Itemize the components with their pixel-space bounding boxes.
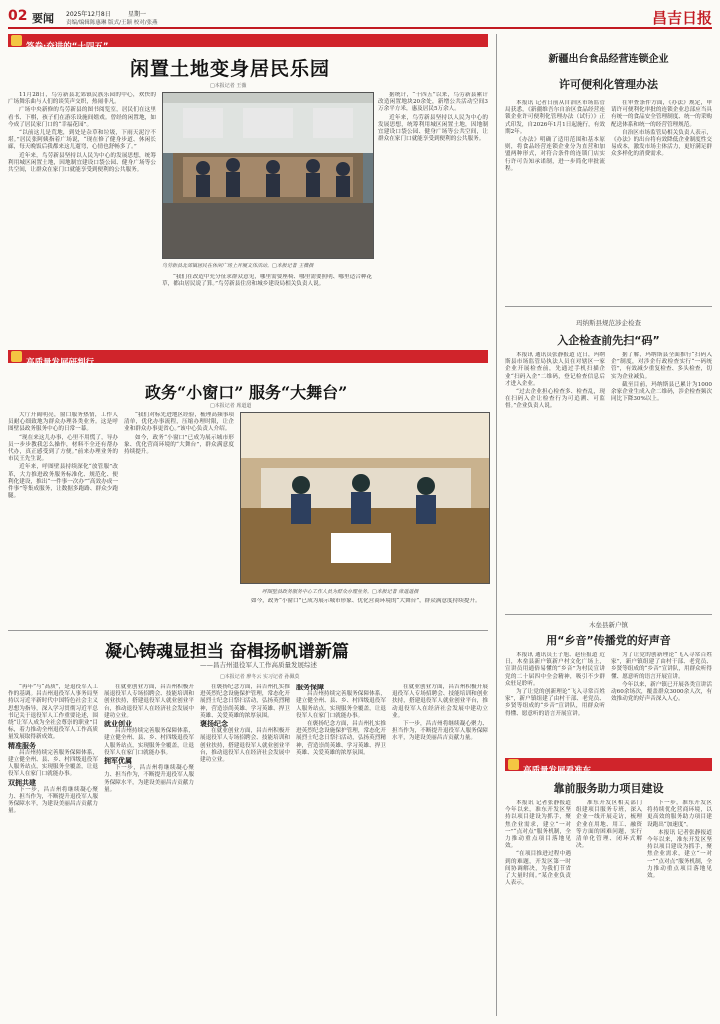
brief2-body-right: 据了解，玛纳斯县全面推行“扫码入企”制度，对涉企行政检查实行“一码统管”，有效减少重复检查、多头检查，切实为企业减负。 截至目前，玛纳斯县已累计为1000余家企业生成入企二维码，涉企检查频次同比下降30%以上。 xyxy=(611,352,712,403)
brief3-headline: 用“乡音”传播党的好声音 xyxy=(546,634,671,647)
article1-photo xyxy=(162,92,374,259)
brief3-body-right: 为了让党的创新理论“飞入寻常百姓家”，新户镇组建了由村干部、老党员、乡贤等组成的“乡音”宣讲队，用群众听得懂、愿意听的语言开展宣讲。 今年以来，新户镇已开展各类宣讲活动60余场次，覆盖群众3000余人次，有效推动党的好声音深入人心。 xyxy=(611,652,712,703)
brief3-body-left: 本报讯 通讯员王子旭、赵佳报道 近日，木垒县新户镇新户村文化广场上，宣讲员用通俗易懂的“乡音”为村民宣讲党的二十届四中全会精神，吸引不少群众驻足聆听。 为了让党的创新理论“飞入寻常百姓家”，新户镇组建了由村干部、老党员、乡贤等组成的“乡音”宣讲队，用群众听得懂、愿意听的语言开展宣讲。 xyxy=(505,652,605,717)
article3-body-col5: 在就业创业方面，昌吉州积极开展退役军人专场招聘会、技能培训和创业扶持，搭建退役军人就业创业平台，推动退役军人在经济社会发展中建功立业。 下一步，昌吉州将继续凝心聚力、担当作为，不断提升退役军人服务保障水平，为建设美丽昌吉贡献力量。 xyxy=(392,684,488,742)
masthead xyxy=(8,6,712,28)
article3-subhead: 双拥共建 xyxy=(8,778,36,787)
article1-headline: 闲置土地变身居民乐园 xyxy=(130,58,331,80)
article1-body-col3: 据统计，“十四五”以来，鸟劳新县累计改造闲置地块20余处，新增公共活动空间3万余平方米，惠及居民5万余人。 近年来，鸟劳新县坚持以人民为中心的发展思想，统筹利用城区闲置土地，因地制宜建设口袋公园、健身广场等公共空间，让群众在家门口就能享受到便利的公共服务。 xyxy=(378,92,488,143)
article3-subheadline: ——昌吉州退役军人工作高质量发展综述 xyxy=(200,661,317,669)
newspaper-logo: 昌吉日报 xyxy=(651,9,712,27)
article3-subhead: 服务保障 xyxy=(296,684,324,691)
banner-flag-icon xyxy=(11,35,22,46)
article3-body-col1: “再年”与“高质”，是退役军人工作的基调。昌吉州退役军人事务局坚持以习近平新时代中国特色社会主义思想为指导，深入学习贯彻习近平总书记关于退役军人工作重要论述，围绕“让军人成为全社会尊崇的职业”目标，着力推动全州退役军人工作高质量发展取得新成效。 精准服务 昌吉州持续完善服务保障体系，建立健全州、县、乡、村四级退役军人服务站点，实现服务全覆盖，让退役军人在家门口就能办事。 双拥共建 下一步，昌吉州将继续凝心聚力、担当作为，不断提升退役军人服务保障水平，为建设美丽昌吉贡献力量。 xyxy=(8,684,98,815)
article1-caption: 鸟劳新县北郊镇居民在休闲广场上开展文体活动。□本报记者 王薇摄 xyxy=(162,263,314,269)
article1-body-col2: “我们在改造中充分征求群众意见，哪里需要座椅、哪里需要照明、哪里适合种花草，都由居民说了算。”鸟劳新县住房和城乡建设局相关负责人说。 xyxy=(162,274,372,288)
brief2-kicker: 玛纳斯县规范涉企检查 xyxy=(576,319,641,327)
article2-body-col2: “我们对标先进地区经验，梳理高频事项清单，优化办事流程，压缩办理时限，让企业和群众办事更省心。”该中心负责人介绍。 如今，政务“小窗口”已成为展示城市形象、优化营商环境的“大舞台”，群众满意度持续提升。 xyxy=(124,412,234,456)
banner-flag-icon xyxy=(11,351,22,362)
article1-byline: □本报记者 王薇 xyxy=(210,83,247,89)
divider xyxy=(505,306,712,307)
brief1-headline: 许可便利化管理办法 xyxy=(559,78,658,91)
article3-body-col2: 在就业创业方面，昌吉州积极开展退役军人专场招聘会、技能培训和创业扶持，搭建退役军人就业创业平台，推动退役军人在经济社会发展中建功立业。 就业创业 昌吉州持续完善服务保障体系，建立健全州、县、乡、村四级退役军人服务站点，实现服务全覆盖，让退役军人在家门口就能办事。 拥军优属 下一步，昌吉州将继续凝心聚力、担当作为，不断提升退役军人服务保障水平，为建设美丽昌吉贡献力量。 xyxy=(104,684,194,793)
issue-weekday: 星期一 xyxy=(128,11,147,18)
section-banner-mid: 高质量发展研判行 xyxy=(8,350,488,363)
brief4-headline: 靠前服务助力项目建设 xyxy=(553,782,664,795)
section-banner-top: 答卷·奋进的“十四五” xyxy=(8,34,488,47)
brief3-kicker: 木垒县新户镇 xyxy=(589,621,628,629)
article2-body-col3: 如今，政务“小窗口”已成为展示城市形象、优化营商环境的“大舞台”，群众满意度持续提升。 xyxy=(251,598,481,604)
issue-date: 2025年12月8日 xyxy=(66,11,111,18)
page-number: 02 xyxy=(8,8,28,24)
brief2-headline: 入企检查前先扫“码” xyxy=(557,334,660,347)
divider xyxy=(8,630,488,631)
brief4-body-col3: 下一步，准东开发区将持续优化营商环境，以更高效的服务助力项目建设跑出“加速度”。 本报讯 记者张静报道 今年以来，准东开发区坚持以项目建设为抓手，聚焦企业需求，建立“一对一”“点对点”服务机制，全力推动重点项目落地见效。 xyxy=(647,800,712,880)
brief4-body-col2: 准东开发区相关部门组建项目服务专班，深入企业一线开展走访，梳理企业在用地、用工、融资等方面的困难问题，实行清单化管理、闭环式解决。 xyxy=(576,800,642,850)
article2-photo xyxy=(240,412,490,584)
article3-headline: 凝心铸魂显担当 奋楫扬帆谱新篇 xyxy=(105,642,349,662)
brief1-body-right: 在审查条件方面，《办法》规定，申请许可便利化审批的连锁企业总部应当具有统一的食品安全管理制度、统一的采购配送体系和统一的经营管理规范。 自治区市场监管局相关负责人表示，《办法》的出台将有效降低企业制度性交易成本，激发市场主体活力，更好满足群众多样化的消费需求。 xyxy=(611,100,712,158)
article2-body-col1: 大厅开阔明亮，窗口服务热情，工作人员耐心细致地为群众办理各类业务。这是呼图壁县政务服务中心的日常一幕。 “现在来这儿办事，心里不用慌了，导办员一步步教我怎么操作，材料不全还有帮办代办，真正感受到了方便。”前来办理业务的市民王先生说。 近年来，呼图壁县持续深化“放管服”改革，大力推进政务服务标准化、规范化、便利化建设，推出“一件事一次办”“高效办成一件事”等集成服务，让数据多跑路、群众少跑腿。 xyxy=(8,412,118,500)
article3-byline: □本报记者 廖冬云 实习记者 孙佩莫 xyxy=(220,674,300,680)
article3-body-col3: 在褒扬纪念方面，昌吉州扎实推进英烈纪念设施保护管理，常态化开展烈士纪念日祭扫活动，弘扬英烈精神，营造崇尚英雄、学习英雄、捍卫英雄、关爱英雄的浓厚氛围。 褒扬纪念 在就业创业方面，昌吉州积极开展退役军人专场招聘会、技能培训和创业扶持，搭建退役军人就业创业平台，推动退役军人在经济社会发展中建功立业。 xyxy=(200,684,290,764)
article3-body-col4: 服务保障 昌吉州持续完善服务保障体系，建立健全州、县、乡、村四级退役军人服务站点，实现服务全覆盖，让退役军人在家门口就能办事。 在褒扬纪念方面，昌吉州扎实推进英烈纪念设施保护管理，常态化开展烈士纪念日祭扫活动，弘扬英烈精神，营造崇尚英雄、学习英雄、捍卫英雄、关爱英雄的浓厚氛围。 xyxy=(296,684,386,756)
divider xyxy=(505,614,712,615)
article1-body-col1: 11月28日，鸟劳新县北郊镇民族乐园的中心，欢快的广场舞乐曲与人们的谈笑声交织，热闹非凡。 广场中央新修的鸟劳新县的图书阅览室，居民们在这里看书、下棋，孩子们在游乐设施间嬉戏。曾经的闲置地，如今成了居民家门口的“幸福花园”。 “以前这儿是荒地，到处是杂草和垃圾，下雨天泥泞不堪。”居民张阿姨指着广场说，“现在修了健身步道、休闲长廊，每天晚饭后我都来这儿遛弯，心情也舒畅多了。” 近年来，鸟劳新县坚持以人民为中心的发展思想，统筹利用城区闲置土地，因地制宜建设口袋公园、健身广场等公共空间，让群众在家门口就能享受到便利的公共服务。 xyxy=(8,92,156,174)
brief2-body-left: 本报讯 通讯员张静报道 近日，玛纳斯县市场监管局执法人员在对辖区一家企业开展检查前，先通过手机扫描企业“扫码入企”二维码，登记检查信息后才进入企业。 “过去企业担心检查多、检查乱，现在扫码入企让检查行为可追溯、可监督。”企业负责人说。 xyxy=(505,352,605,410)
article3-subhead: 精准服务 xyxy=(8,741,36,750)
editors-line: 责编/编辑陈惠琳 版式/王颖 校对/张燕 xyxy=(66,20,158,26)
article3-subhead: 就业创业 xyxy=(104,720,132,729)
article3-subhead: 褒扬纪念 xyxy=(200,720,228,729)
brief1-body-left: 本报讯 记者日前从自治区市场监管局获悉，《新疆维吾尔自治区食品经营连锁企业许可便利化管理办法（试行）》正式印发，自2026年1月1日起施行，有效期2年。 《办法》明确了适用范围和基本原则，将食品经营连锁企业分为直营和加盟两种形式，对符合条件的连锁门店实行许可告知承诺制，进一步简化审批流程。 xyxy=(505,100,605,172)
article3-subhead: 拥军优属 xyxy=(104,757,132,766)
column-divider xyxy=(496,34,497,1016)
article2-caption: 呼图壁县政务服务中心工作人员为群众办理业务。□本报记者 席道道摄 xyxy=(262,589,419,595)
section-banner-right: 高质量发展看准东 xyxy=(505,758,712,771)
masthead-rule xyxy=(8,27,712,29)
banner-flag-icon xyxy=(508,759,519,770)
brief4-body-col1: 本报讯 记者张静报道 今年以来，准东开发区坚持以项目建设为抓手，聚焦企业需求，建立“一对一”“点对点”服务机制，全力推动重点项目落地见效。 “在项目推进过程中遇到的难题，开发区第一时间协调解决，为我们节省了大量时间。”某企业负责人表示。 xyxy=(505,800,571,887)
section-name: 要闻 xyxy=(32,12,54,25)
article2-headline: 政务“小窗口” 服务“大舞台” xyxy=(145,383,348,402)
brief1-kicker: 新疆出台食品经营连锁企业 xyxy=(548,54,669,65)
article2-byline: □本报记者 席道道 xyxy=(210,403,252,409)
